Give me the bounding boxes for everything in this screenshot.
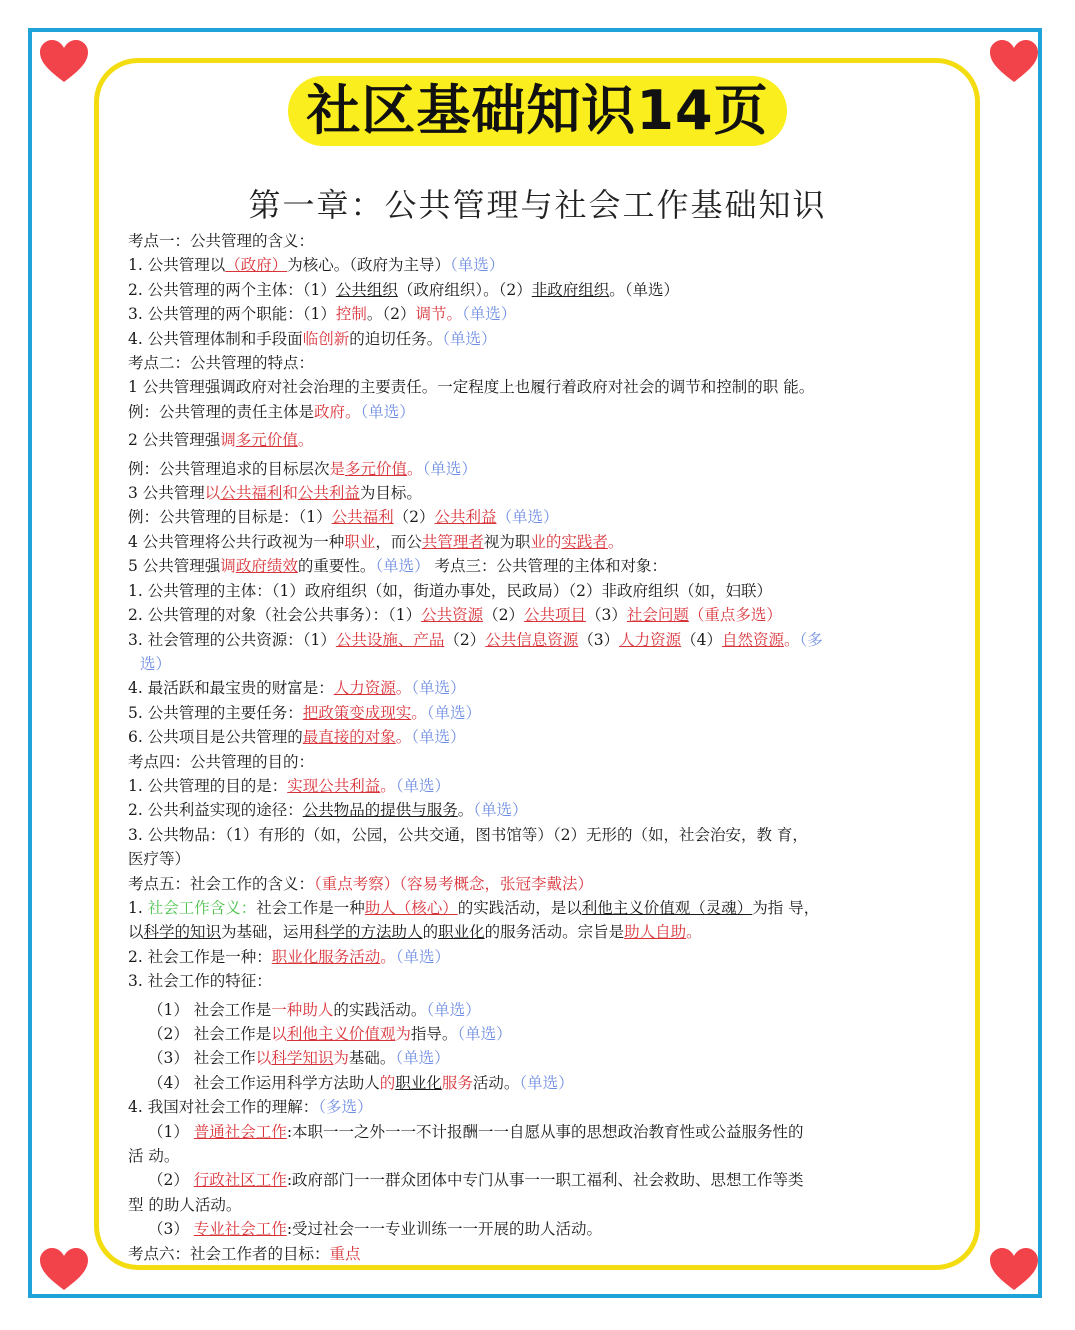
heart-icon: [40, 1248, 88, 1292]
sub-item: （3） 社会工作以科学知识为基础。（单选）: [148, 1049, 450, 1068]
list-item: 3. 公共管理的两个职能：（1）控制。（2）调节。（单选）: [128, 305, 517, 324]
list-item: 4 公共管理将公共行政视为一种职业，而公共管理者视为职业的实践者。: [128, 532, 624, 551]
list-item: 2 公共管理强调多元价值。: [128, 431, 314, 450]
sub-item: （2） 社会工作是以利他主义价值观为指导。（单选）: [148, 1025, 512, 1043]
list-item: 1. 公共管理以（政府）为核心。（政府为主导）（单选）: [128, 256, 505, 275]
document-body: [128, 229, 940, 1266]
banner: [0, 76, 1075, 146]
banner-title: 社区基础知识14页: [288, 76, 786, 146]
section-heading: 考点一：公共管理的含义：: [128, 232, 315, 250]
list-item: 1. 公共管理的主体：（1）政府组织（如，街道办事处，民政局）（2）非政府组织（如，妇联）: [128, 581, 772, 600]
list-item: 2. 社会工作是一种：职业化服务活动。（单选）: [128, 947, 451, 966]
list-item: 3. 社会管理的公共资源：（1）公共设施、产品（2）公共信息资源（3）人力资源（4）自然资源。（多: [128, 630, 823, 649]
list-item: 3. 公共物品：（1）有形的（如，公园，公共交通，图书馆等）（2）无形的（如，社会治安，教 育，: [128, 825, 808, 844]
list-item: 5. 公共管理的主要任务：把政策变成现实。（单选）: [128, 703, 482, 722]
list-item: 3. 社会工作的特征：: [128, 972, 272, 991]
heart-icon: [990, 1248, 1038, 1292]
list-item: 1 公共管理强调政府对社会治理的主要责任。一定程度上也履行着政府对社会的调节和控制的职 能。: [128, 378, 815, 397]
list-item: 1. 社会工作含义：社会工作是一种助人（核心）的实践活动，是以利他主义价值观（灵魂）为指 导，: [128, 898, 820, 917]
sub-item-continued: 活 动。: [128, 1147, 180, 1166]
list-item: 4. 最活跃和最宝贵的财富是：人力资源。（单选）: [128, 679, 466, 698]
sub-item: （1） 社会工作是一种助人的实践活动。（单选）: [148, 1000, 481, 1019]
example-line: 例：公共管理的责任主体是政府。（单选）: [128, 402, 415, 421]
list-item: 4. 公共管理体制和手段面临创新的迫切任务。（单选）: [128, 329, 497, 348]
list-item-continued: 医疗等）: [128, 850, 191, 869]
sub-item: （4） 社会工作运用科学方法助人的职业化服务活动。（单选）: [148, 1073, 574, 1092]
section-heading: 考点六：社会工作者的目标：重点: [128, 1244, 361, 1263]
list-item: 2. 公共利益实现的途径：公共物品的提供与服务。（单选）: [128, 801, 528, 820]
example-line: 例：公共管理的目标是：（1）公共福利（2）公共利益（单选）: [128, 508, 559, 527]
list-item: 2. 公共管理的两个主体：（1）公共组织（政府组织）。（2）非政府组织。（单选）: [128, 280, 679, 299]
section-heading: 考点五：社会工作的含义：（重点考察）（容易考概念，张冠李戴法）: [128, 874, 594, 893]
sub-item: （1） 普通社会工作:本职一一之外一一不计报酬一一自愿从事的思想政治教育性或公益服务性的: [148, 1122, 804, 1141]
section-heading: 考点二：公共管理的特点：: [128, 354, 315, 373]
list-item: 5 公共管理强调政府绩效的重要性。（单选） 考点三：公共管理的主体和对象：: [128, 557, 668, 576]
section-heading: 考点四：公共管理的目的：: [128, 752, 315, 771]
list-item: 3 公共管理以公共福利和公共利益为目标。: [128, 484, 422, 503]
sub-item: （3） 专业社会工作:受过社会一一专业训练一一开展的助人活动。: [148, 1220, 603, 1239]
example-line: 例：公共管理追求的目标层次是多元价值。（单选）: [128, 459, 477, 478]
list-item: 2. 公共管理的对象（社会公共事务）：（1）公共资源（2）公共项目（3）社会问题（重点多选）: [128, 606, 782, 625]
sub-item: （2） 行政社区工作:政府部门一一群众团体中专门从事一一职工福利、社会救助、思想工作等类: [148, 1171, 804, 1190]
list-item-continued: 以科学的知识为基础，运用科学的方法助人的职业化的服务活动。宗旨是助人自助。: [128, 923, 702, 942]
sub-item-continued: 型 的助人活动。: [128, 1195, 242, 1214]
list-item-continued: 选）: [140, 654, 172, 673]
list-item: 6. 公共项目是公共管理的最直接的对象。（单选）: [128, 728, 466, 747]
list-item: 4. 我国对社会工作的理解：（多选）: [128, 1098, 373, 1117]
list-item: 1. 公共管理的目的是：实现公共利益。（单选）: [128, 776, 451, 795]
chapter-title: 第一章：公共管理与社会工作基础知识: [248, 186, 827, 224]
